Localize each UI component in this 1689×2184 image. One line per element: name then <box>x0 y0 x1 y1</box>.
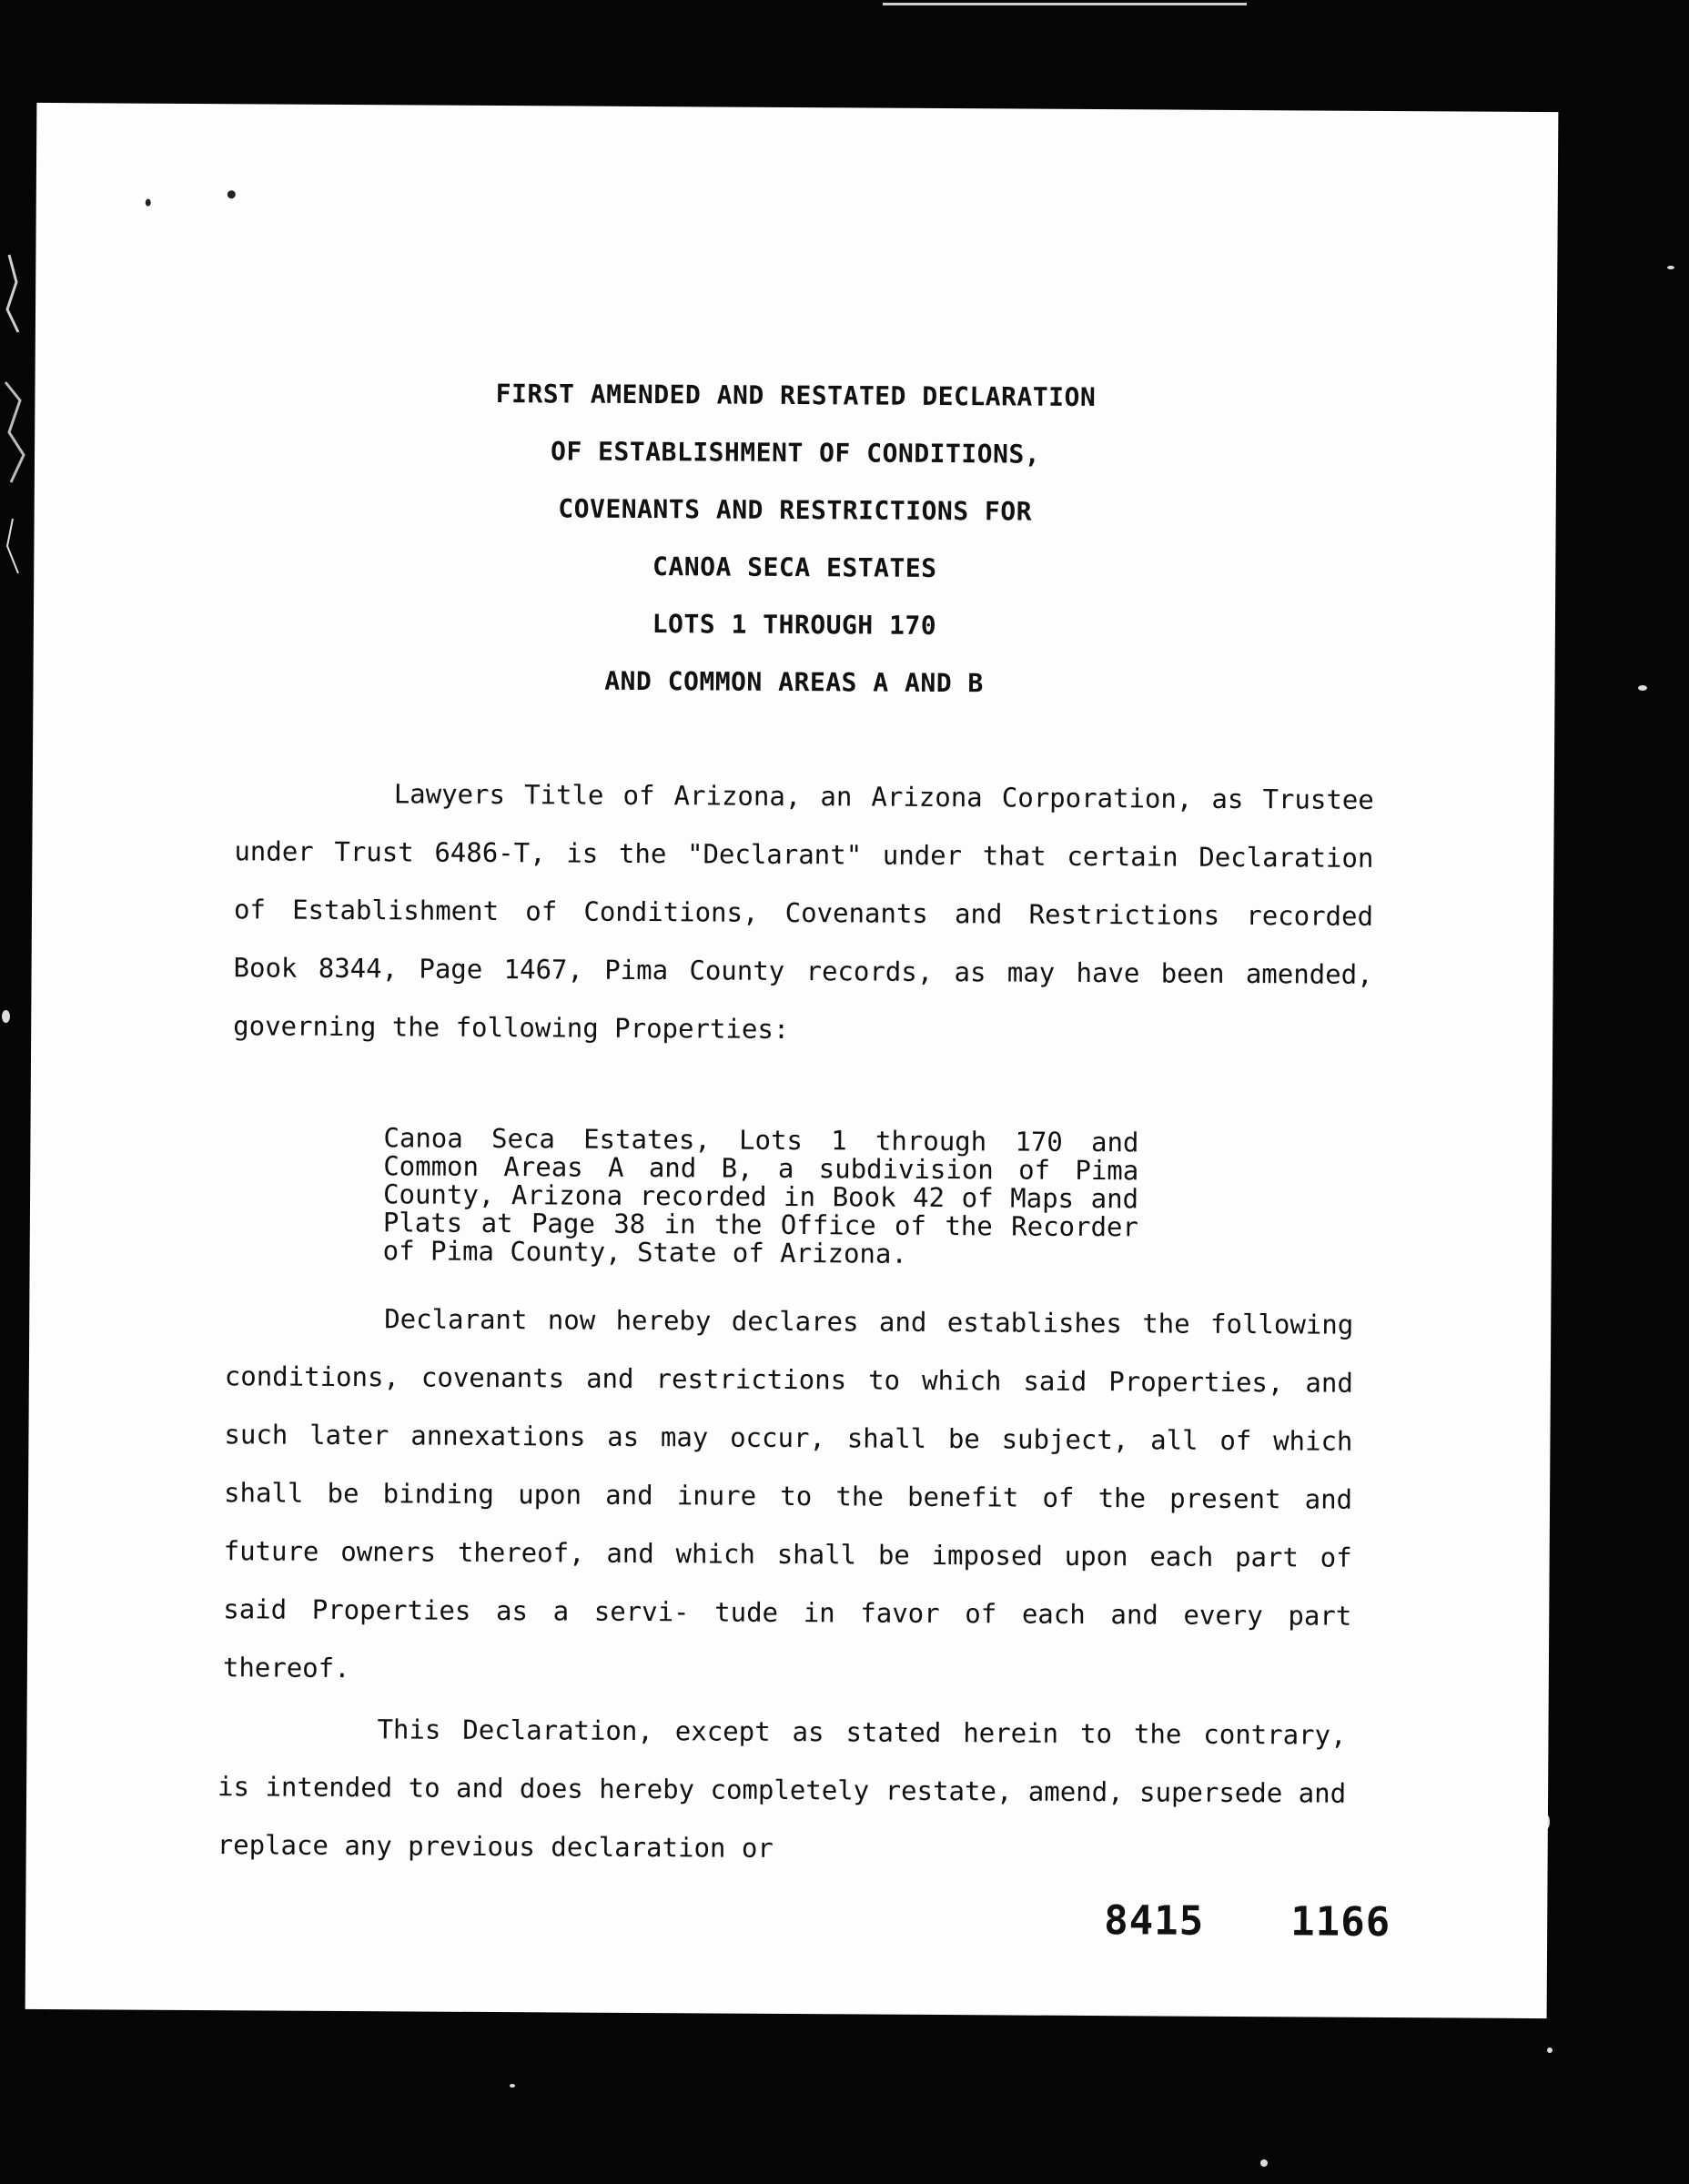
heading-line: LOTS 1 THROUGH 170 <box>652 609 937 641</box>
paragraph-text: Declarant now hereby declares and establishes the following conditions, covenants and restrictions to which said Properties, and such later annexations as may occur, shall be subject, all of which shall be binding upon and inure to the benefit of the present and future owners thereof, and which shall be imposed upon each part of said Properties as a servi- tude in favor of each and every part thereof. <box>222 1303 1354 1684</box>
heading-line: FIRST AMENDED AND RESTATED DECLARATION <box>495 378 1097 413</box>
heading-line: CANOA SECA ESTATES <box>652 551 937 583</box>
scan-speck <box>2 1010 10 1023</box>
scan-speck <box>1547 2048 1552 2053</box>
paragraph-declaration <box>223 1289 1354 1704</box>
heading-line: OF ESTABLISHMENT OF CONDITIONS, <box>550 436 1041 470</box>
heading-line: AND COMMON AREAS A AND B <box>604 665 984 699</box>
scan-speck <box>1260 2159 1268 2167</box>
scan-speck <box>1667 266 1674 269</box>
scan-edge-artifact <box>883 3 1247 5</box>
paragraph-text: Lawyers Title of Arizona, an Arizona Corporation, as Trustee under Trust 6486-T, is the "Declarant" under that certain Declaration of Establishment of Conditions, Covenants and Restrictions recorded Book 8344, Page 1467, Pima County records, as may have been amended, governing the following Properties: <box>233 778 1374 1045</box>
scan-speck <box>510 2084 515 2088</box>
recording-book-number: 8415 <box>1104 1897 1205 1945</box>
page-speck <box>228 190 236 198</box>
scan-noise-left <box>0 246 36 628</box>
paragraph-text: This Declaration, except as stated herein to the contrary, is intended to and does hereby completely restate, amend, supersede and replace any previous declaration or <box>217 1714 1347 1864</box>
document-page <box>25 103 1559 2018</box>
paragraph-restatement <box>217 1699 1347 1881</box>
paragraph-declarant <box>233 763 1374 1062</box>
heading-line: COVENANTS AND RESTRICTIONS FOR <box>558 493 1033 527</box>
recording-page-number: 1166 <box>1290 1898 1391 1946</box>
document-heading <box>33 362 1556 715</box>
property-legal-description: Canoa Seca Estates, Lots 1 through 170 and Common Areas A and B, a subdivision of Pima County, Arizona recorded in Book 42 of Maps and Plats at Page 38 in the Office of the Recorder of Pima County, State of Arizona. <box>382 1122 1139 1269</box>
page-speck <box>146 199 151 207</box>
recording-reference <box>1104 1897 1391 1946</box>
scan-speck <box>1638 685 1647 691</box>
